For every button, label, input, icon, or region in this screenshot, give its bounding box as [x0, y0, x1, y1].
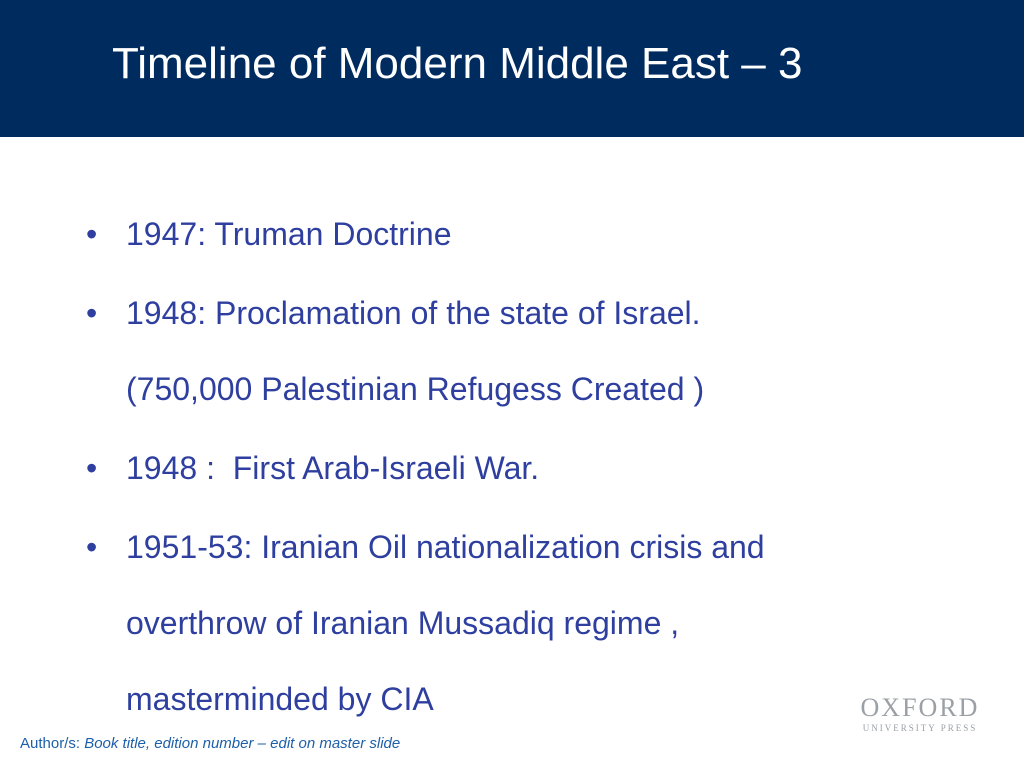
footer-book-placeholder: Book title, edition number – edit on master slide [84, 735, 401, 752]
bullet-icon: • [86, 450, 98, 486]
bullet-list [86, 196, 976, 740]
bullet-item [86, 196, 976, 272]
bullet-icon: • [86, 529, 98, 565]
bullet-text: 1948: Proclamation of the state of Israel. [126, 295, 701, 331]
bullet-text-continued: masterminded by CIA [126, 681, 434, 717]
footer-credit [20, 734, 400, 754]
bullet-icon: • [86, 295, 98, 331]
logo-wordmark: OXFORD [860, 693, 980, 722]
oxford-logo [850, 694, 990, 734]
bullet-text-continued: (750,000 Palestinian Refugess Created ) [126, 371, 705, 407]
logo-subtitle: UNIVERSITY PRESS [862, 723, 978, 733]
bullet-item [86, 275, 976, 427]
bullet-text: 1948 : First Arab-Israeli War. [126, 450, 540, 486]
title-bar [0, 0, 1024, 137]
bullet-icon: • [86, 216, 98, 252]
bullet-item [86, 509, 976, 737]
bullet-text: 1951-53: Iranian Oil nationalization crisis and [126, 529, 765, 565]
slide-title: Timeline of Modern Middle East – 3 [112, 39, 803, 88]
bullet-item [86, 430, 976, 506]
footer-author-label: Author/s: [20, 735, 85, 752]
bullet-text: 1947: Truman Doctrine [126, 216, 452, 252]
bullet-text-continued: overthrow of Iranian Mussadiq regime , [126, 605, 680, 641]
